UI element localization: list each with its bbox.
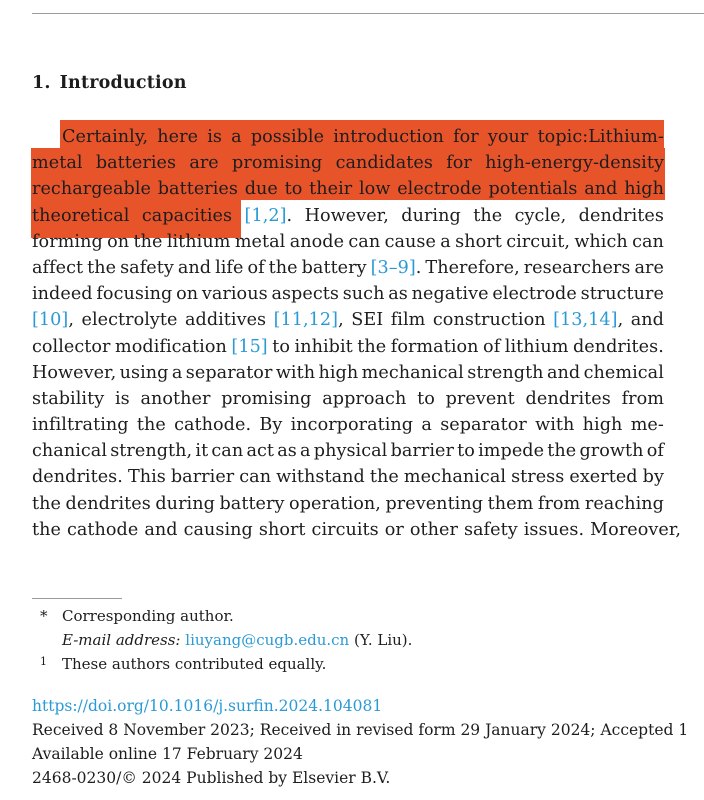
word: electrode	[397, 179, 482, 200]
word: on	[107, 231, 130, 252]
word: of	[247, 257, 265, 278]
word: issues.	[523, 519, 585, 540]
word: a	[231, 127, 242, 147]
paragraph-line	[32, 124, 664, 150]
word: are	[189, 153, 219, 174]
word: affect	[32, 257, 84, 278]
word: during	[401, 205, 461, 226]
word: can	[348, 231, 381, 252]
word: using	[119, 362, 169, 383]
word: electrode	[492, 284, 577, 305]
word: can	[632, 231, 664, 252]
paragraph-line	[32, 491, 664, 517]
word: to	[417, 388, 435, 409]
word: However,	[304, 205, 389, 226]
word: Certainly,	[62, 127, 149, 147]
word: safety	[120, 257, 174, 278]
word: formation	[390, 336, 479, 357]
word: high	[318, 362, 359, 383]
word: film	[390, 310, 426, 331]
word: topic:Lithium-	[537, 127, 664, 147]
paragraph-line	[32, 334, 664, 360]
word: high	[582, 415, 623, 436]
word: on	[176, 284, 199, 305]
word: barrier	[170, 467, 235, 488]
citation-link[interactable]: [3–9].	[370, 257, 422, 278]
word: cathode	[66, 519, 139, 540]
word: a	[300, 441, 311, 462]
paragraph-line	[32, 150, 664, 176]
word: introduction	[333, 127, 444, 147]
word: are	[634, 257, 664, 278]
word: dendrites.	[32, 467, 123, 488]
word: growth	[579, 441, 644, 462]
word: approach	[322, 388, 407, 409]
header-rule	[32, 13, 704, 14]
word: infiltrating	[32, 415, 129, 436]
word: withstand	[276, 467, 365, 488]
word: dendrites	[65, 493, 151, 514]
word: possible	[250, 127, 325, 147]
word: metal	[32, 153, 83, 174]
word: short	[258, 519, 306, 540]
word: aspects	[271, 284, 339, 305]
word: batteries	[157, 179, 238, 200]
paragraph-line	[32, 412, 664, 438]
word: and	[177, 257, 212, 278]
section-title: Introduction	[59, 73, 187, 93]
word: the	[32, 519, 61, 540]
word: researchers	[523, 257, 631, 278]
word: and	[144, 519, 178, 540]
paragraph-line	[32, 176, 664, 202]
word: strength,	[110, 441, 193, 462]
word: from	[621, 388, 664, 409]
section-heading	[32, 73, 187, 93]
word: indeed	[32, 284, 93, 305]
word: can	[239, 467, 272, 488]
footnote-rule	[32, 598, 122, 599]
word: which	[574, 231, 628, 252]
word: another	[140, 388, 211, 409]
word: from	[537, 493, 581, 514]
email-suffix: (Y. Liu).	[354, 631, 413, 649]
word: life	[215, 257, 244, 278]
word: However,	[32, 362, 117, 383]
word: circuits	[311, 519, 379, 540]
footnote-equal-text: These authors contributed equally.	[62, 655, 327, 673]
word: for	[453, 127, 479, 147]
word: is	[114, 388, 130, 409]
word: the	[136, 415, 166, 436]
word: with	[275, 362, 316, 383]
word: operation,	[289, 493, 381, 514]
word: mechanical	[403, 467, 507, 488]
word: here	[157, 127, 199, 147]
word: and	[546, 362, 581, 383]
paragraph-line	[32, 307, 664, 333]
paragraph-line	[32, 360, 664, 386]
word: and	[630, 310, 664, 331]
word: circuit,	[506, 231, 570, 252]
word: the	[473, 205, 503, 226]
word: is	[207, 127, 222, 147]
word: low	[359, 179, 391, 200]
article-meta	[32, 694, 688, 790]
word: other	[409, 519, 458, 540]
word: anode	[289, 231, 345, 252]
word: prevent	[445, 388, 515, 409]
word: reaching	[584, 493, 664, 514]
word: candidates	[335, 153, 433, 174]
word: the	[87, 257, 117, 278]
word: dendrites	[525, 388, 611, 409]
word: cathode.	[174, 415, 252, 436]
copyright: 2468-0230/© 2024 Published by Elsevier B.V.	[32, 769, 391, 787]
word: strength	[467, 362, 544, 383]
word: it	[195, 441, 209, 462]
word: the	[32, 493, 61, 514]
word: such	[342, 284, 385, 305]
word: act	[246, 441, 275, 462]
footnote-corresponding	[40, 604, 412, 628]
word: battery	[301, 257, 367, 278]
citation-link[interactable]: [1,2].	[244, 205, 293, 226]
word: potentials	[488, 179, 578, 200]
word: a	[171, 362, 183, 383]
email-label: E-mail address:	[62, 631, 181, 649]
word: their	[309, 179, 353, 200]
word: barrier	[390, 441, 454, 462]
word: structure	[580, 284, 664, 305]
word: rechargeable	[32, 179, 151, 200]
word: stress	[511, 467, 565, 488]
word: mechanical	[361, 362, 464, 383]
word: promising	[232, 153, 323, 174]
word: negative	[411, 284, 489, 305]
word: dendrites	[578, 205, 664, 226]
word: the	[268, 257, 298, 278]
word: preventing	[385, 493, 484, 514]
word: short	[455, 231, 502, 252]
word: due	[244, 179, 278, 200]
footnote-equal	[40, 652, 412, 676]
paragraph-line	[32, 281, 664, 307]
footnote-1-mark: 1	[40, 655, 47, 668]
word: safety	[463, 519, 518, 540]
received-dates: Received 8 November 2023; Received in revised form 29 January 2024; Accepted 1	[32, 721, 689, 739]
word: exerted	[569, 467, 638, 488]
word: high-energy-density	[485, 153, 664, 174]
word: separator	[440, 415, 527, 436]
word: the	[133, 231, 163, 252]
paragraph-line	[32, 386, 664, 412]
word: impede	[478, 441, 545, 462]
citation-link[interactable]: [13,14],	[553, 310, 624, 331]
word: construction	[432, 310, 546, 331]
word: me-	[630, 415, 664, 436]
paragraph-line	[32, 438, 664, 464]
word: lithium	[166, 231, 231, 252]
word: incorporating	[290, 415, 414, 436]
word: the	[547, 441, 577, 462]
citation-link[interactable]: [10],	[32, 310, 74, 331]
citation-link[interactable]: [11,12],	[273, 310, 344, 331]
word: as	[388, 284, 408, 305]
word: Therefore,	[425, 257, 520, 278]
word: of	[646, 441, 664, 462]
word: chanical	[32, 441, 108, 462]
word: a	[421, 415, 432, 436]
word: causing	[183, 519, 253, 540]
email-link[interactable]: liuyang@cugb.edu.cn	[185, 631, 350, 649]
word: capacities	[141, 205, 233, 226]
word: high	[624, 179, 664, 200]
word: lithium	[504, 336, 569, 357]
footnote-corresponding-text: Corresponding author.	[62, 607, 234, 625]
word: by	[642, 467, 664, 488]
word: to	[272, 336, 291, 357]
word: Moreover,	[590, 519, 682, 540]
word: of	[483, 336, 501, 357]
word: with	[535, 415, 575, 436]
word: modification	[115, 336, 227, 357]
word: inhibit	[294, 336, 353, 357]
word: or	[384, 519, 404, 540]
word: and	[584, 179, 618, 200]
word: them	[487, 493, 534, 514]
section-number: 1.	[32, 73, 51, 93]
available-online: Available online 17 February 2024	[32, 745, 303, 763]
paragraph-line	[32, 255, 664, 281]
word: during	[155, 493, 215, 514]
paragraph-line	[32, 517, 682, 543]
word: as	[277, 441, 297, 462]
footnote-star-mark: *	[40, 607, 48, 625]
word: a	[440, 231, 451, 252]
paragraph-line	[32, 229, 664, 255]
word: forming	[32, 231, 103, 252]
word: dendrites.	[572, 336, 664, 357]
word: focusing	[96, 284, 173, 305]
word: the	[369, 467, 399, 488]
word: metal	[234, 231, 286, 252]
word: for	[446, 153, 472, 174]
word: This	[127, 467, 166, 488]
citation-link[interactable]: [15]	[231, 336, 268, 357]
word: physical	[313, 441, 388, 462]
word: to	[457, 441, 475, 462]
word: the	[357, 336, 387, 357]
word: cause	[384, 231, 436, 252]
intro-paragraph	[32, 124, 682, 543]
word: By	[259, 415, 283, 436]
word: theoretical	[32, 205, 130, 226]
word: battery	[219, 493, 285, 514]
word: separator	[185, 362, 273, 383]
word: additives	[184, 310, 267, 331]
word: collector	[32, 336, 111, 357]
word: electrolyte	[81, 310, 178, 331]
word: promising	[221, 388, 312, 409]
word: batteries	[95, 153, 177, 174]
word: to	[284, 179, 303, 200]
paragraph-line	[32, 464, 664, 490]
doi-link[interactable]: https://doi.org/10.1016/j.surfin.2024.104081	[32, 697, 383, 715]
word: can	[211, 441, 244, 462]
word: cycle,	[514, 205, 567, 226]
paragraph-line	[32, 203, 664, 229]
word: your	[487, 127, 529, 147]
word: stability	[32, 388, 105, 409]
footnotes	[40, 604, 412, 676]
footnote-email	[40, 628, 412, 652]
word: various	[201, 284, 268, 305]
word: chemical	[583, 362, 664, 383]
word: SEI	[351, 310, 384, 331]
